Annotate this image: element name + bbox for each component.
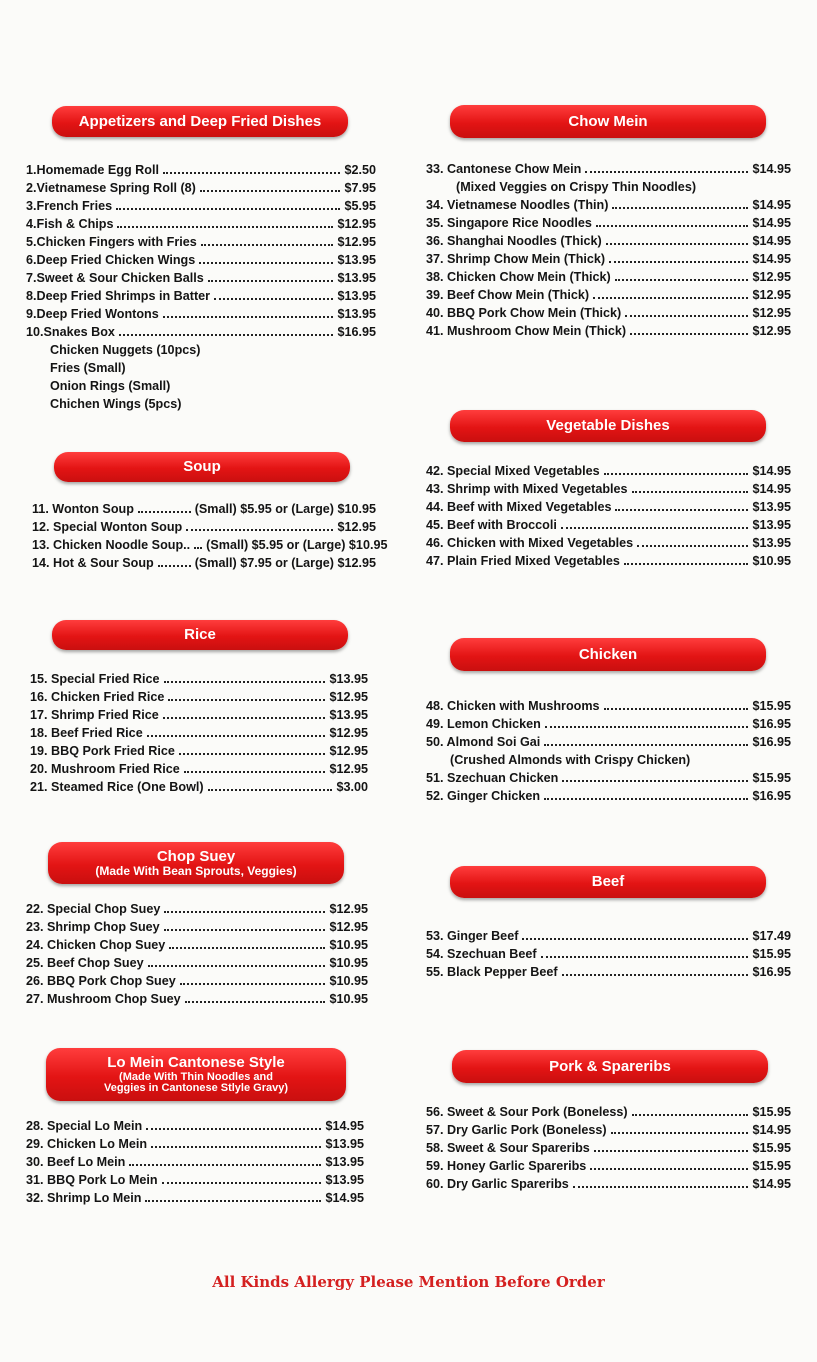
dot-leader bbox=[208, 789, 333, 791]
item-price: (Small) $7.95 or (Large) $12.95 bbox=[194, 556, 376, 570]
menu-item bbox=[426, 697, 791, 715]
menu-item bbox=[426, 945, 791, 963]
dot-leader bbox=[604, 473, 749, 475]
dot-leader bbox=[541, 956, 749, 958]
item-price: $12.95 bbox=[329, 762, 368, 776]
menu-item bbox=[426, 286, 791, 304]
item-price: (Small) $5.95 or (Large) $10.95 bbox=[194, 502, 376, 516]
item-price: $10.95 bbox=[329, 974, 368, 988]
item-name: 37. Shrimp Chow Mein (Thick) bbox=[426, 252, 606, 266]
section-title: Chow Mein bbox=[568, 112, 648, 130]
menu-item bbox=[426, 304, 791, 322]
item-name: 11. Wonton Soup bbox=[32, 502, 134, 516]
item-name: 57. Dry Garlic Pork (Boneless) bbox=[426, 1123, 607, 1137]
item-name: 33. Cantonese Chow Mein bbox=[426, 162, 582, 176]
section-header-lo-mein bbox=[46, 1048, 346, 1101]
menu-item bbox=[426, 534, 791, 552]
menu-item bbox=[26, 251, 376, 269]
dot-leader bbox=[632, 1114, 749, 1116]
menu-item bbox=[26, 954, 368, 972]
menu-item bbox=[426, 196, 791, 214]
item-name: 20. Mushroom Fried Rice bbox=[30, 762, 180, 776]
item-price: $15.95 bbox=[752, 1141, 791, 1155]
section-lo-mein bbox=[26, 1048, 376, 1207]
item-name: 55. Black Pepper Beef bbox=[426, 965, 558, 979]
item-price: $13.95 bbox=[752, 518, 791, 532]
dot-leader bbox=[561, 527, 749, 529]
section-chow-mein bbox=[426, 105, 791, 340]
menu-item bbox=[26, 161, 376, 179]
menu-item bbox=[26, 1153, 364, 1171]
item-price: $12.95 bbox=[337, 217, 376, 231]
item-name: 24. Chicken Chop Suey bbox=[26, 938, 166, 952]
dot-leader bbox=[147, 735, 326, 737]
item-name: 23. Shrimp Chop Suey bbox=[26, 920, 160, 934]
menu-item bbox=[26, 1171, 364, 1189]
item-price: $13.95 bbox=[752, 536, 791, 550]
menu-item bbox=[426, 498, 791, 516]
section-title: Vegetable Dishes bbox=[546, 417, 670, 435]
dot-leader bbox=[637, 545, 748, 547]
item-name: 28. Special Lo Mein bbox=[26, 1119, 143, 1133]
dot-leader bbox=[624, 563, 749, 565]
dot-leader bbox=[562, 974, 749, 976]
item-name: 8.Deep Fried Shrimps in Batter bbox=[26, 289, 211, 303]
item-name: 3.French Fries bbox=[26, 199, 113, 213]
item-price: $12.95 bbox=[752, 288, 791, 302]
section-header-vegetable bbox=[450, 410, 766, 442]
item-price: $14.95 bbox=[752, 1123, 791, 1137]
dot-leader bbox=[544, 798, 748, 800]
item-name: 58. Sweet & Sour Spareribs bbox=[426, 1141, 590, 1155]
dot-leader bbox=[609, 261, 748, 263]
section-header-rice bbox=[52, 620, 348, 650]
item-price: $14.95 bbox=[752, 234, 791, 248]
dot-leader bbox=[625, 315, 748, 317]
menu-item bbox=[26, 287, 376, 305]
dot-leader bbox=[194, 547, 202, 549]
dot-leader bbox=[169, 947, 325, 949]
dot-leader bbox=[162, 1182, 322, 1184]
item-name: 2.Vietnamese Spring Roll (8) bbox=[26, 181, 196, 195]
item-price: $13.95 bbox=[752, 500, 791, 514]
item-name: 13. Chicken Noodle Soup.. bbox=[32, 538, 191, 552]
menu-item bbox=[426, 232, 791, 250]
dot-leader bbox=[164, 911, 325, 913]
dot-leader bbox=[606, 243, 749, 245]
menu-item bbox=[26, 918, 368, 936]
dot-leader bbox=[146, 1128, 321, 1130]
box-content-line: Onion Rings (Small) bbox=[50, 379, 171, 393]
item-name: 56. Sweet & Sour Pork (Boneless) bbox=[426, 1105, 628, 1119]
section-rice bbox=[26, 620, 376, 796]
menu-item bbox=[426, 268, 791, 286]
menu-item bbox=[426, 214, 791, 232]
item-name: 40. BBQ Pork Chow Mein (Thick) bbox=[426, 306, 622, 320]
item-name: 36. Shanghai Noodles (Thick) bbox=[426, 234, 602, 248]
item-name: 60. Dry Garlic Spareribs bbox=[426, 1177, 569, 1191]
menu-item bbox=[30, 778, 368, 796]
section-title: Rice bbox=[184, 626, 216, 644]
item-price: $10.95 bbox=[329, 938, 368, 952]
menu-item bbox=[26, 972, 368, 990]
item-name: 18. Beef Fried Rice bbox=[30, 726, 143, 740]
item-price: $12.95 bbox=[337, 235, 376, 249]
menu-item bbox=[426, 1139, 791, 1157]
menu-item bbox=[426, 250, 791, 268]
menu-item bbox=[26, 990, 368, 1008]
item-price: $14.95 bbox=[752, 216, 791, 230]
dot-leader bbox=[573, 1186, 749, 1188]
dot-leader bbox=[151, 1146, 321, 1148]
dot-leader bbox=[117, 226, 333, 228]
item-price: $13.95 bbox=[337, 253, 376, 267]
item-name: 34. Vietnamese Noodles (Thin) bbox=[426, 198, 609, 212]
menu-item bbox=[26, 215, 376, 233]
item-price: $7.95 bbox=[344, 181, 376, 195]
item-name: 15. Special Fried Rice bbox=[30, 672, 160, 686]
item-name: 17. Shrimp Fried Rice bbox=[30, 708, 159, 722]
item-price: $13.95 bbox=[337, 289, 376, 303]
item-name: 25. Beef Chop Suey bbox=[26, 956, 144, 970]
dot-leader bbox=[630, 333, 748, 335]
dot-leader bbox=[164, 681, 326, 683]
item-name: 54. Szechuan Beef bbox=[426, 947, 537, 961]
dot-leader bbox=[186, 529, 333, 531]
dot-leader bbox=[163, 316, 334, 318]
item-price: $3.00 bbox=[336, 780, 368, 794]
menu-item bbox=[426, 1175, 791, 1193]
item-name: 19. BBQ Pork Fried Rice bbox=[30, 744, 175, 758]
dot-leader bbox=[148, 965, 326, 967]
item-name: 14. Hot & Sour Soup bbox=[32, 556, 154, 570]
item-name: 1.Homemade Egg Roll bbox=[26, 163, 159, 177]
menu-item bbox=[30, 670, 368, 688]
item-price: $14.95 bbox=[752, 198, 791, 212]
dot-leader bbox=[615, 279, 749, 281]
menu-item bbox=[26, 936, 368, 954]
section-title: Beef bbox=[591, 873, 625, 891]
item-price: $17.49 bbox=[752, 929, 791, 943]
section-pork bbox=[426, 1050, 791, 1193]
item-price: $15.95 bbox=[752, 1159, 791, 1173]
box-content-line: Chichen Wings (5pcs) bbox=[50, 397, 182, 411]
menu-item bbox=[26, 305, 376, 323]
item-price: $16.95 bbox=[752, 735, 791, 749]
item-price: $14.95 bbox=[752, 162, 791, 176]
item-price: $13.95 bbox=[325, 1155, 364, 1169]
dot-leader bbox=[185, 1001, 326, 1003]
item-name: 50. Almond Soi Gai bbox=[426, 735, 541, 749]
section-vegetable bbox=[426, 410, 791, 570]
item-name: 21. Steamed Rice (One Bowl) bbox=[30, 780, 204, 794]
menu-item bbox=[30, 760, 368, 778]
dot-leader bbox=[200, 190, 341, 192]
section-header-soup bbox=[54, 452, 350, 482]
menu-item bbox=[426, 1157, 791, 1175]
item-price: $10.95 bbox=[752, 554, 791, 568]
item-name: 51. Szechuan Chicken bbox=[426, 771, 559, 785]
item-name: 52. Ginger Chicken bbox=[426, 789, 541, 803]
dot-leader bbox=[596, 225, 749, 227]
dot-leader bbox=[119, 334, 334, 336]
menu-item bbox=[32, 536, 388, 554]
menu-item bbox=[426, 927, 791, 945]
dot-leader bbox=[632, 491, 749, 493]
section-subtitle: (Made With Thin Noodles and bbox=[119, 1070, 273, 1083]
section-header-chicken bbox=[450, 638, 766, 671]
dot-leader bbox=[612, 207, 748, 209]
item-price: $15.95 bbox=[752, 947, 791, 961]
item-name: 53. Ginger Beef bbox=[426, 929, 519, 943]
menu-item bbox=[30, 706, 368, 724]
item-price: $13.95 bbox=[337, 307, 376, 321]
item-price: $13.95 bbox=[329, 672, 368, 686]
item-name: 59. Honey Garlic Spareribs bbox=[426, 1159, 587, 1173]
menu-item bbox=[26, 269, 376, 287]
item-note: (Crushed Almonds with Crispy Chicken) bbox=[450, 753, 691, 767]
item-price: $12.95 bbox=[329, 744, 368, 758]
item-price: $13.95 bbox=[325, 1173, 364, 1187]
menu-item bbox=[32, 554, 376, 572]
section-subtitle: (Made With Bean Sprouts, Veggies) bbox=[95, 864, 297, 879]
dot-leader bbox=[590, 1168, 748, 1170]
menu-item bbox=[26, 233, 376, 251]
item-price: $14.95 bbox=[752, 252, 791, 266]
dot-leader bbox=[129, 1164, 321, 1166]
box-content-line: Fries (Small) bbox=[50, 361, 126, 375]
menu-item bbox=[26, 1135, 364, 1153]
item-price: $14.95 bbox=[752, 464, 791, 478]
dot-leader bbox=[522, 938, 748, 940]
item-price: $12.95 bbox=[752, 324, 791, 338]
item-price: $10.95 bbox=[329, 956, 368, 970]
dot-leader bbox=[615, 509, 748, 511]
menu-item bbox=[26, 323, 376, 341]
dot-leader bbox=[545, 726, 749, 728]
menu-item bbox=[26, 1117, 364, 1135]
item-name: 35. Singapore Rice Noodles bbox=[426, 216, 592, 230]
item-price: $12.95 bbox=[329, 690, 368, 704]
menu-item bbox=[426, 516, 791, 534]
dot-leader bbox=[164, 929, 326, 931]
item-price: $14.95 bbox=[752, 1177, 791, 1191]
item-name: 47. Plain Fried Mixed Vegetables bbox=[426, 554, 620, 568]
menu-item bbox=[26, 197, 376, 215]
menu-item bbox=[426, 733, 791, 751]
item-name: 30. Beef Lo Mein bbox=[26, 1155, 126, 1169]
item-name: 46. Chicken with Mixed Vegetables bbox=[426, 536, 634, 550]
item-price: $16.95 bbox=[752, 717, 791, 731]
menu-item bbox=[426, 715, 791, 733]
dot-leader bbox=[163, 717, 326, 719]
item-price: $12.95 bbox=[752, 270, 791, 284]
box-content-line: Chicken Nuggets (10pcs) bbox=[50, 343, 201, 357]
item-price: $16.95 bbox=[752, 789, 791, 803]
section-chop-suey bbox=[26, 842, 376, 1008]
section-header-pork bbox=[452, 1050, 768, 1083]
item-name: 49. Lemon Chicken bbox=[426, 717, 541, 731]
dot-leader bbox=[562, 780, 748, 782]
section-title: Appetizers and Deep Fried Dishes bbox=[78, 112, 322, 130]
item-price: $15.95 bbox=[752, 699, 791, 713]
item-name: 44. Beef with Mixed Vegetables bbox=[426, 500, 612, 514]
item-price: $14.95 bbox=[325, 1119, 364, 1133]
item-price: $2.50 bbox=[344, 163, 376, 177]
item-price: $12.95 bbox=[329, 726, 368, 740]
section-soup bbox=[26, 452, 388, 572]
section-title: Lo Mein Cantonese Style bbox=[107, 1054, 285, 1072]
item-name: 31. BBQ Pork Lo Mein bbox=[26, 1173, 158, 1187]
item-note: (Mixed Veggies on Crispy Thin Noodles) bbox=[456, 180, 697, 194]
dot-leader bbox=[214, 298, 333, 300]
section-header-beef bbox=[450, 866, 766, 898]
dot-leader bbox=[158, 565, 191, 567]
item-name: 6.Deep Fried Chicken Wings bbox=[26, 253, 196, 267]
dot-leader bbox=[585, 171, 748, 173]
item-name: 9.Deep Fried Wontons bbox=[26, 307, 159, 321]
allergy-notice: All Kinds Allergy Please Mention Before Order bbox=[212, 1273, 605, 1291]
section-beef bbox=[426, 866, 791, 981]
menu-item bbox=[426, 462, 791, 480]
item-price: $13.95 bbox=[337, 271, 376, 285]
menu-item bbox=[426, 769, 791, 787]
menu-item bbox=[32, 518, 376, 536]
dot-leader bbox=[201, 244, 334, 246]
section-title: Chop Suey bbox=[156, 848, 236, 866]
item-name: 12. Special Wonton Soup bbox=[32, 520, 183, 534]
menu-item bbox=[30, 724, 368, 742]
item-price: (Small) $5.95 or (Large) $10.95 bbox=[206, 538, 388, 552]
menu-item bbox=[26, 1189, 364, 1207]
item-name: 27. Mushroom Chop Suey bbox=[26, 992, 181, 1006]
menu-item bbox=[426, 160, 791, 178]
menu-item bbox=[30, 688, 368, 706]
section-header-appetizers bbox=[52, 106, 348, 137]
menu-item bbox=[426, 1121, 791, 1139]
item-price: $12.95 bbox=[329, 920, 368, 934]
item-price: $16.95 bbox=[752, 965, 791, 979]
item-name: 38. Chicken Chow Mein (Thick) bbox=[426, 270, 611, 284]
item-price: $14.95 bbox=[325, 1191, 364, 1205]
dot-leader bbox=[544, 744, 748, 746]
section-header-chop-suey bbox=[48, 842, 344, 884]
item-name: 29. Chicken Lo Mein bbox=[26, 1137, 148, 1151]
item-name: 48. Chicken with Mushrooms bbox=[426, 699, 600, 713]
item-name: 45. Beef with Broccoli bbox=[426, 518, 557, 532]
item-price: $12.95 bbox=[329, 902, 368, 916]
item-name: 7.Sweet & Sour Chicken Balls bbox=[26, 271, 204, 285]
menu-item bbox=[32, 500, 376, 518]
dot-leader bbox=[593, 297, 748, 299]
dot-leader bbox=[116, 208, 340, 210]
item-price: $14.95 bbox=[752, 482, 791, 496]
item-name: 32. Shrimp Lo Mein bbox=[26, 1191, 142, 1205]
item-price: $13.95 bbox=[329, 708, 368, 722]
menu-item bbox=[426, 963, 791, 981]
item-name: 16. Chicken Fried Rice bbox=[30, 690, 165, 704]
item-price: $16.95 bbox=[337, 325, 376, 339]
item-name: 10.Snakes Box bbox=[26, 325, 115, 339]
item-name: 22. Special Chop Suey bbox=[26, 902, 161, 916]
section-subtitle: Veggies in Cantonese Stlyle Gravy) bbox=[103, 1082, 288, 1095]
menu-item bbox=[426, 552, 791, 570]
dot-leader bbox=[208, 280, 334, 282]
section-header-chow-mein bbox=[450, 105, 766, 138]
dot-leader bbox=[594, 1150, 749, 1152]
menu-item bbox=[426, 322, 791, 340]
menu-item bbox=[30, 742, 368, 760]
section-chicken bbox=[426, 638, 791, 805]
item-price: $13.95 bbox=[325, 1137, 364, 1151]
menu-item bbox=[26, 179, 376, 197]
section-appetizers bbox=[26, 106, 376, 413]
item-name: 43. Shrimp with Mixed Vegetables bbox=[426, 482, 628, 496]
dot-leader bbox=[163, 172, 341, 174]
item-name: 39. Beef Chow Mein (Thick) bbox=[426, 288, 590, 302]
menu-item bbox=[426, 1103, 791, 1121]
dot-leader bbox=[179, 753, 326, 755]
section-title: Chicken bbox=[578, 645, 638, 663]
item-price: $5.95 bbox=[344, 199, 376, 213]
dot-leader bbox=[180, 983, 326, 985]
item-price: $12.95 bbox=[337, 520, 376, 534]
item-name: 41. Mushroom Chow Mein (Thick) bbox=[426, 324, 627, 338]
menu-item bbox=[426, 480, 791, 498]
item-name: 4.Fish & Chips bbox=[26, 217, 114, 231]
item-price: $10.95 bbox=[329, 992, 368, 1006]
dot-leader bbox=[138, 511, 191, 513]
section-title: Soup bbox=[183, 458, 221, 476]
dot-leader bbox=[199, 262, 333, 264]
menu-item bbox=[26, 900, 368, 918]
menu-item bbox=[426, 787, 791, 805]
item-price: $15.95 bbox=[752, 1105, 791, 1119]
item-name: 26. BBQ Pork Chop Suey bbox=[26, 974, 176, 988]
dot-leader bbox=[611, 1132, 749, 1134]
item-name: 5.Chicken Fingers with Fries bbox=[26, 235, 197, 249]
dot-leader bbox=[168, 699, 325, 701]
dot-leader bbox=[145, 1200, 321, 1202]
item-price: $12.95 bbox=[752, 306, 791, 320]
section-title: Pork & Spareribs bbox=[549, 1057, 671, 1075]
item-name: 42. Special Mixed Vegetables bbox=[426, 464, 600, 478]
dot-leader bbox=[604, 708, 749, 710]
item-price: $15.95 bbox=[752, 771, 791, 785]
dot-leader bbox=[184, 771, 326, 773]
